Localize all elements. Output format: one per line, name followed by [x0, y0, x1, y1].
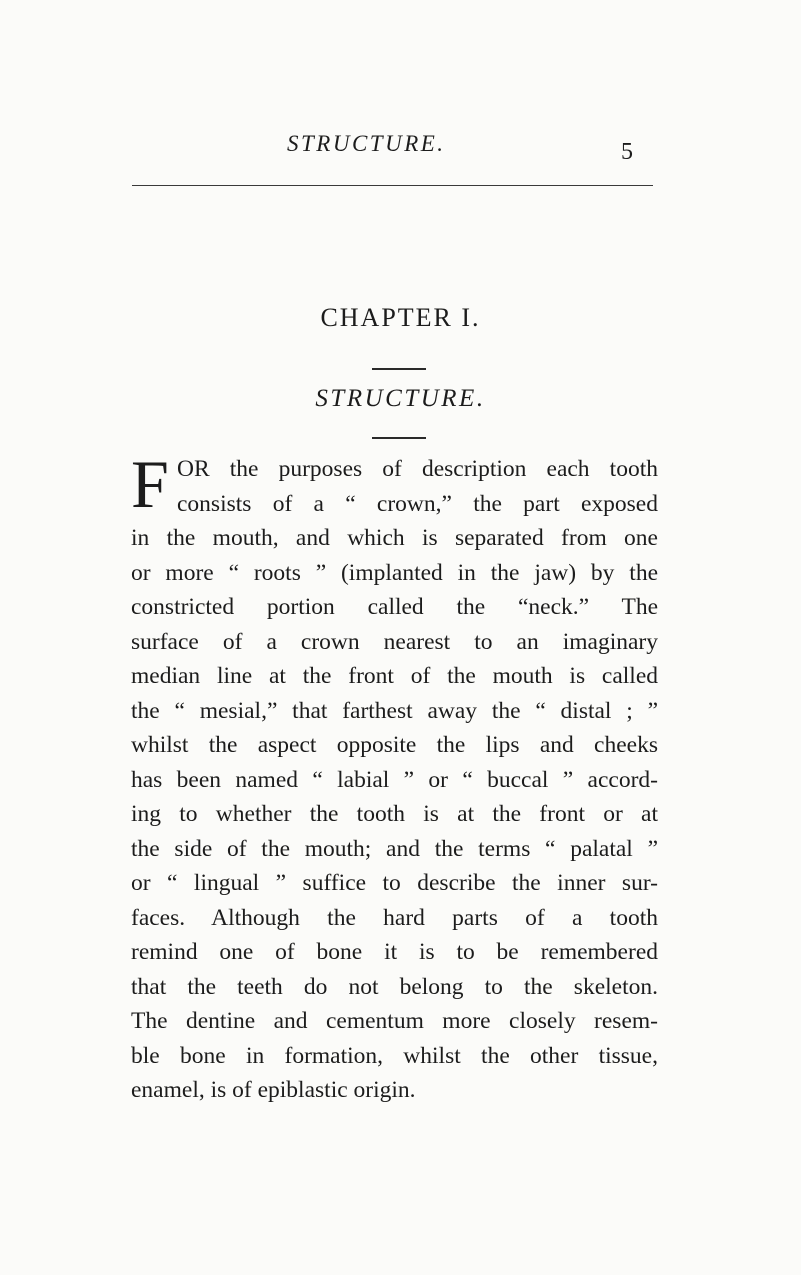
- opening-lines: [177, 452, 658, 521]
- text-line: faces. Although the hard parts of a tooth: [131, 904, 658, 931]
- text-line: constricted portion called the “neck.” The: [131, 594, 658, 620]
- text-line: The dentine and cementum more closely resem-: [131, 1008, 658, 1034]
- header-rule: [132, 185, 653, 186]
- text-line: in the mouth, and which is separated from one: [131, 525, 658, 551]
- drop-cap: F: [131, 446, 169, 522]
- page-number: 5: [621, 139, 633, 165]
- text-line: OR the purposes of description each tooth: [177, 456, 658, 482]
- text-line: consists of a “ crown,” the part exposed: [177, 490, 658, 517]
- text-line: ing to whether the tooth is at the front or at: [131, 801, 658, 827]
- chapter-divider-rule: [372, 368, 426, 370]
- paragraph-lines: [131, 521, 658, 1108]
- text-line: enamel, is of epiblastic origin.: [131, 1077, 416, 1103]
- text-line: ble bone in formation, whilst the other tissue,: [131, 1042, 658, 1069]
- text-line: or more “ roots ” (implanted in the jaw) by the: [131, 559, 658, 586]
- text-line: the side of the mouth; and the terms “ palatal ”: [131, 835, 658, 862]
- text-line: remind one of bone it is to be remembered: [131, 939, 658, 965]
- text-line: whilst the aspect opposite the lips and cheeks: [131, 732, 658, 758]
- text-line: or “ lingual ” suffice to describe the inner sur-: [131, 870, 658, 896]
- text-line: surface of a crown nearest to an imaginary: [131, 628, 658, 655]
- text-line: median line at the front of the mouth is called: [131, 663, 658, 689]
- running-header: [0, 131, 801, 165]
- text-line: that the teeth do not belong to the skeleton.: [131, 973, 658, 1000]
- text-line: the “ mesial,” that farthest away the “ distal ; ”: [131, 697, 658, 724]
- chapter-heading: CHAPTER I.: [320, 303, 481, 332]
- section-divider-rule: [372, 437, 426, 439]
- running-title: STRUCTURE.: [287, 131, 446, 156]
- text-line: has been named “ labial ” or “ buccal ” accord-: [131, 766, 658, 793]
- section-title: STRUCTURE.: [315, 385, 486, 412]
